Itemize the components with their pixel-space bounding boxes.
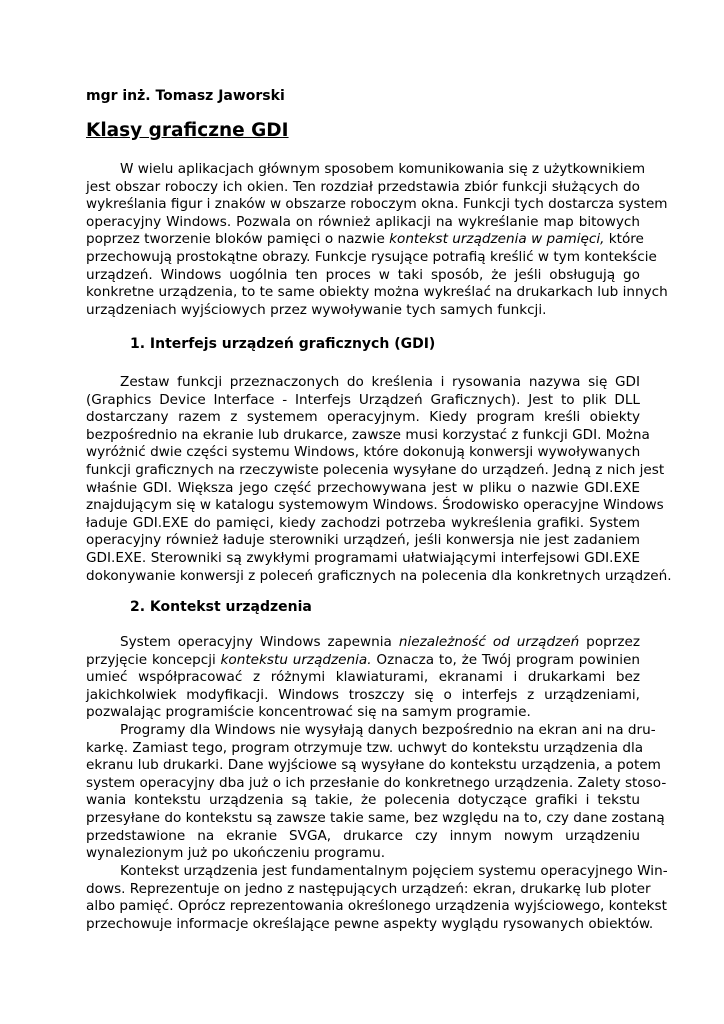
text-line xyxy=(86,828,640,846)
text-line xyxy=(86,480,640,498)
text-run: jest obszar roboczy ich okien. Ten rozdział przedstawia zbiór funkcji służących do xyxy=(86,178,640,195)
text-line xyxy=(86,515,640,533)
text-line xyxy=(86,898,667,916)
text-run: dokonywanie konwersji z poleceń graficznych na polecenia dla konkretnych urządzeń. xyxy=(86,567,672,584)
text-run: wyróżnić dwie części systemu Windows, które dokonują konwersji wywoływanych xyxy=(86,444,641,461)
text-line xyxy=(86,687,640,705)
text-run: przesyłane do kontekstu są zawsze takie same, bez względu na to, czy dane zostaną xyxy=(86,809,665,826)
italic-term: kontekst urządzenia w pamięci, xyxy=(389,231,605,248)
text-run: przedstawione na ekranie SVGA, drukarce czy innym nowym urządzeniu xyxy=(86,827,640,844)
text-line xyxy=(86,497,664,515)
text-line xyxy=(86,915,654,934)
text-run: Programy dla Windows nie wysyłają danych bezpośrednio na ekran ani na dru- xyxy=(120,722,656,738)
text-run: jakichkolwiek modyfikacji. Windows troszczy się o interfejs z urządzeniami, xyxy=(86,686,640,703)
text-line xyxy=(86,214,640,232)
text-run: poprzez xyxy=(579,634,640,650)
text-run: poprzez tworzenie bloków pamięci o nazwie xyxy=(86,231,390,248)
device-context-paragraph-1 xyxy=(86,634,640,722)
text-line xyxy=(86,704,640,722)
text-run: pozwalając programiście koncentrować się na samym programie. xyxy=(86,704,531,721)
text-run: dostarczany razem z systemem operacyjnym. Kiedy program kreśli obiekty xyxy=(86,409,640,426)
text-line xyxy=(86,426,650,445)
text-line xyxy=(86,374,640,392)
text-line xyxy=(86,567,672,586)
text-run: W wielu aplikacjach głównym sposobem komunikowania się z użytkownikiem xyxy=(120,161,646,177)
text-line xyxy=(86,722,656,740)
text-line xyxy=(86,652,640,670)
text-line xyxy=(86,634,640,652)
text-run: Zestaw funkcji przeznaczonych do kreślenia i rysowania nazywa się GDI xyxy=(120,374,640,390)
section-heading-gdi: 1. Interfejs urządzeń graficznych (GDI) xyxy=(130,336,436,352)
text-line xyxy=(86,392,640,410)
text-line xyxy=(86,792,640,810)
text-run: znajdującym się w katalogu systemowym Windows. Środowisko operacyjne Windows xyxy=(86,497,664,514)
text-run: umieć współpracować z różnymi klawiaturami, ekranami i drukarkami bez xyxy=(86,669,640,686)
text-run: albo pamięć. Oprócz reprezentowania określonego urządzenia wyjściowego, kontekst xyxy=(86,898,667,915)
text-line xyxy=(86,532,640,550)
text-run: Kontekst urządzenia jest fundamentalnym pojęciem systemu operacyjnego Win- xyxy=(120,863,668,879)
text-line xyxy=(86,161,646,179)
device-context-paragraph-2 xyxy=(86,722,667,863)
text-run: przyjęcie koncepcji xyxy=(86,651,221,668)
section-heading-device-context: 2. Kontekst urządzenia xyxy=(130,599,312,615)
text-run: wania kontekstu urządzenia są takie, że polecenia dotyczące grafiki i tekstu xyxy=(86,792,640,809)
text-line xyxy=(86,863,668,881)
text-line xyxy=(86,444,640,462)
italic-term: kontekstu urządzenia. xyxy=(220,651,372,668)
author-name: mgr inż. Tomasz Jaworski xyxy=(86,88,285,104)
device-context-paragraph-3 xyxy=(86,863,668,933)
document-title: Klasy graficzne GDI xyxy=(86,120,289,141)
text-run: które xyxy=(604,231,644,248)
text-line xyxy=(86,461,665,480)
text-line xyxy=(86,739,644,758)
text-run: ładuje GDI.EXE do pamięci, kiedy zachodzi potrzeba wykreślenia grafiki. System xyxy=(86,514,640,531)
text-run: właśnie GDI. Większa jego część przechowywana jest w pliku o nazwie GDI.EXE xyxy=(86,479,640,496)
text-line xyxy=(86,880,651,899)
text-run: System operacyjny Windows zapewnia xyxy=(120,634,399,650)
text-run: bezpośrednio na ekranie lub drukarce, zawsze musi korzystać z funkcji GDI. Można xyxy=(86,426,650,443)
text-line xyxy=(86,302,640,320)
text-run: przechowują prostokątne obrazy. Funkcje rysujące potrafią kreślić w tym kontekście xyxy=(86,248,657,265)
text-line xyxy=(86,845,640,863)
text-line xyxy=(86,231,644,249)
text-run: urządzeń. Windows uogólnia ten proces w taki sposób, że jeśli obsługują go xyxy=(86,266,640,283)
text-line xyxy=(86,669,640,687)
italic-term: niezależność od urządzeń xyxy=(398,634,580,650)
intro-paragraph xyxy=(86,161,668,319)
text-line xyxy=(86,550,640,568)
text-line xyxy=(86,179,640,197)
gdi-paragraph xyxy=(86,374,672,585)
text-line xyxy=(86,267,640,285)
text-run: Oznacza to, że Twój program powinien xyxy=(371,651,640,668)
text-line xyxy=(86,284,668,302)
text-run: funkcji graficznych na rzeczywiste polecenia wysyłane do urządzeń. Jedną z nich jest xyxy=(86,461,665,478)
text-line xyxy=(86,809,665,828)
text-run: konkretne urządzenia, to te same obiekty można wykreślać na drukarkach lub innych xyxy=(86,284,668,301)
text-line xyxy=(86,248,657,267)
text-run: system operacyjny dba już o ich przesłanie do konkretnego urządzenia. Zalety stoso- xyxy=(86,774,667,791)
text-run: ekranu lub drukarki. Dane wyjściowe są wysyłane do kontekstu urządzenia, a potem xyxy=(86,757,661,774)
text-run: GDI.EXE. Sterowniki są zwykłymi programami ułatwiającymi interfejsowi GDI.EXE xyxy=(86,549,640,566)
text-run: operacyjny Windows. Pozwala on również aplikacji na wykreślanie map bitowych xyxy=(86,213,640,230)
text-run: wykreślania figur i znaków w obszarze roboczym okna. Funkcji tych dostarcza system xyxy=(86,196,668,213)
text-line xyxy=(86,757,661,775)
text-run: karkę. Zamiast tego, program otrzymuje tzw. uchwyt do kontekstu urządzenia dla xyxy=(86,739,644,756)
text-run: wynalezionym już po ukończeniu programu. xyxy=(86,845,386,862)
text-run: przechowuje informacje określające pewne aspekty wyglądu rysowanych obiektów. xyxy=(86,915,654,932)
text-run: (Graphics Device Interface - Interfejs Urządzeń Graficznych). Jest to plik DLL xyxy=(86,391,640,408)
text-run: dows. Reprezentuje on jedno z następujących urządzeń: ekran, drukarkę lub ploter xyxy=(86,880,651,897)
text-run: urządzeniach wyjściowych przez wywoływanie tych samych funkcji. xyxy=(86,301,547,318)
text-line xyxy=(86,196,668,214)
text-line xyxy=(86,409,640,427)
text-line xyxy=(86,774,667,793)
text-run: operacyjny również ładuje sterowniki urządzeń, jeśli konwersja nie jest zadaniem xyxy=(86,532,640,549)
